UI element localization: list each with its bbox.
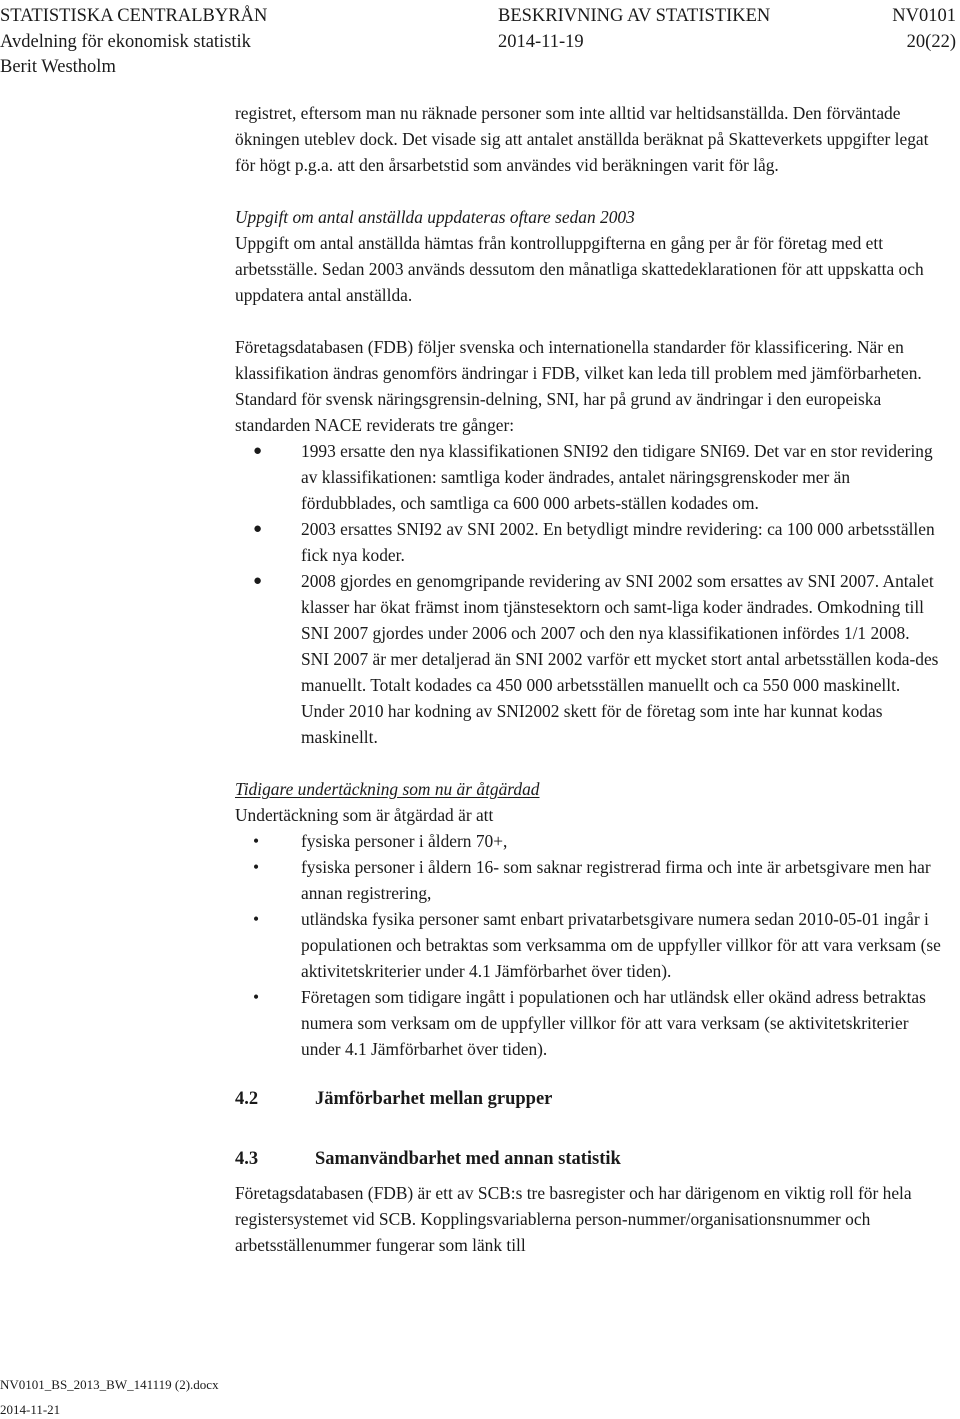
list-item bbox=[235, 854, 941, 906]
list-item bbox=[235, 568, 941, 750]
document-body bbox=[235, 100, 941, 1258]
list-item-text: Företagen som tidigare ingått i populationen och har utländsk eller okänd adress betraktas numera som verksam om de uppfyller villkor för att vara verksam (se aktivitetskriterier under 4.1 Jämförbarhet över tiden). bbox=[301, 987, 926, 1059]
header-page-number: 20(22) bbox=[906, 32, 956, 52]
section-title: Jämförbarhet mellan grupper bbox=[315, 1089, 553, 1109]
update-paragraph: Uppgift om antal anställda hämtas från kontrolluppgifterna en gång per år för företag med ett arbetsställe. Sedan 2003 används dessutom den månatliga skattedeklarationen för att uppskatta och uppdatera antal anställda. bbox=[235, 233, 924, 305]
section-number: 4.2 bbox=[235, 1089, 259, 1109]
list-item-text: fysiska personer i åldern 16- som saknar registrerad firma och inte är arbetsgivare men har annan registrering, bbox=[301, 857, 931, 903]
header-doc-type: BESKRIVNING AV STATISTIKEN bbox=[498, 6, 771, 26]
list-item-text: utländska fysika personer samt enbart privatarbetsgivare numera sedan 2010-05-01 ingår i populationen och betraktas som verksamma om de uppfyller villkor för att vara verksam (se aktivitetskriterier under 4.1 Jämförbarhet över tiden). bbox=[301, 909, 941, 981]
bullet-icon: ● bbox=[253, 573, 263, 589]
classification-paragraph: Företagsdatabasen (FDB) följer svenska och internationella standarder för klassificering. När en klassifikation ändras genomförs ändringar i FDB, vilket kan leda till problem med jämförbarheten. Standard för svensk näringsgrensin-delning, SNI, har på grund av ändringar i den europeiska standarden NACE reviderats tre gånger: bbox=[235, 337, 922, 435]
list-item bbox=[235, 438, 941, 516]
section-heading-4-3 bbox=[235, 1146, 941, 1172]
section-heading-undercoverage: Tidigare undertäckning som nu är åtgärdad bbox=[235, 779, 540, 799]
header-department: Avdelning för ekonomisk statistik bbox=[0, 32, 251, 52]
header-author: Berit Westholm bbox=[0, 57, 116, 77]
sni-revision-list bbox=[235, 438, 941, 750]
header-org: STATISTISKA CENTRALBYRÅN bbox=[0, 6, 268, 26]
list-item-text: 2003 ersattes SNI92 av SNI 2002. En betydligt mindre revidering: ca 100 000 arbetsställen fick nya koder. bbox=[301, 519, 935, 565]
footer-filename: NV0101_BS_2013_BW_141119 (2).docx bbox=[0, 1377, 219, 1392]
bullet-icon: ● bbox=[253, 521, 263, 537]
list-item bbox=[235, 828, 941, 854]
section-title: Samanvändbarhet med annan statistik bbox=[315, 1149, 621, 1169]
header-code: NV0101 bbox=[892, 6, 956, 26]
list-item-text: fysiska personer i åldern 70+, bbox=[301, 831, 508, 851]
list-item bbox=[235, 906, 941, 984]
undercoverage-intro: Undertäckning som är åtgärdad är att bbox=[235, 805, 494, 825]
footer-date: 2014-11-21 bbox=[0, 1402, 61, 1417]
combined-use-paragraph: Företagsdatabasen (FDB) är ett av SCB:s tre basregister och har därigenom en viktig roll för hela registersystemet vid SCB. Kopplingsvariablerna person-nummer/organisationsnummer och arbetsställenummer fungerar som länk till bbox=[235, 1183, 912, 1255]
section-heading-4-2 bbox=[235, 1086, 941, 1112]
list-item-text: 2008 gjordes en genomgripande revidering av SNI 2002 som ersattes av SNI 2007. Antalet klasser har ökat främst inom tjänstesektorn och samt-liga koder ändrades. Omkodning till SNI 2007 gjordes under 2006 och 2007 och den nya klassifikationen infördes 1/1 2008. SNI 2007 är mer detaljerad än SNI 2002 varför ett mycket stort antal arbetsställen koda-des manuellt. Totalt kodades ca 450 000 arbetsställen manuellt och ca 550 000 maskinellt. Under 2010 har kodning av SNI2002 skett för de företag som inte har kunnat kodas maskinellt. bbox=[301, 571, 939, 747]
undercoverage-list bbox=[235, 828, 941, 1062]
intro-paragraph: registret, eftersom man nu räknade personer som inte alltid var heltidsanställda. Den förväntade ökningen uteblev dock. Det visade sig att antalet anställda beräknat på Skatteverkets uppgifter legat för högt p.g.a. att den årsarbetstid som användes vid beräkningen varit för låg. bbox=[235, 103, 929, 175]
list-item bbox=[235, 516, 941, 568]
bullet-icon: • bbox=[253, 831, 260, 851]
list-item-text: 1993 ersatte den nya klassifikationen SNI92 den tidigare SNI69. Det var en stor revidering av klassifikationen: samtliga koder ändrades, antalet näringsgrenskoder mer än fördubblades, och samtliga ca 600 000 arbets-ställen kodades om. bbox=[301, 441, 933, 513]
header-date: 2014-11-19 bbox=[498, 32, 584, 52]
bullet-icon: ● bbox=[253, 443, 263, 459]
bullet-icon: • bbox=[253, 987, 260, 1007]
list-item bbox=[235, 984, 941, 1062]
bullet-icon: • bbox=[253, 857, 260, 877]
bullet-icon: • bbox=[253, 909, 260, 929]
section-heading-update: Uppgift om antal anställda uppdateras oftare sedan 2003 bbox=[235, 207, 635, 227]
section-number: 4.3 bbox=[235, 1149, 259, 1169]
